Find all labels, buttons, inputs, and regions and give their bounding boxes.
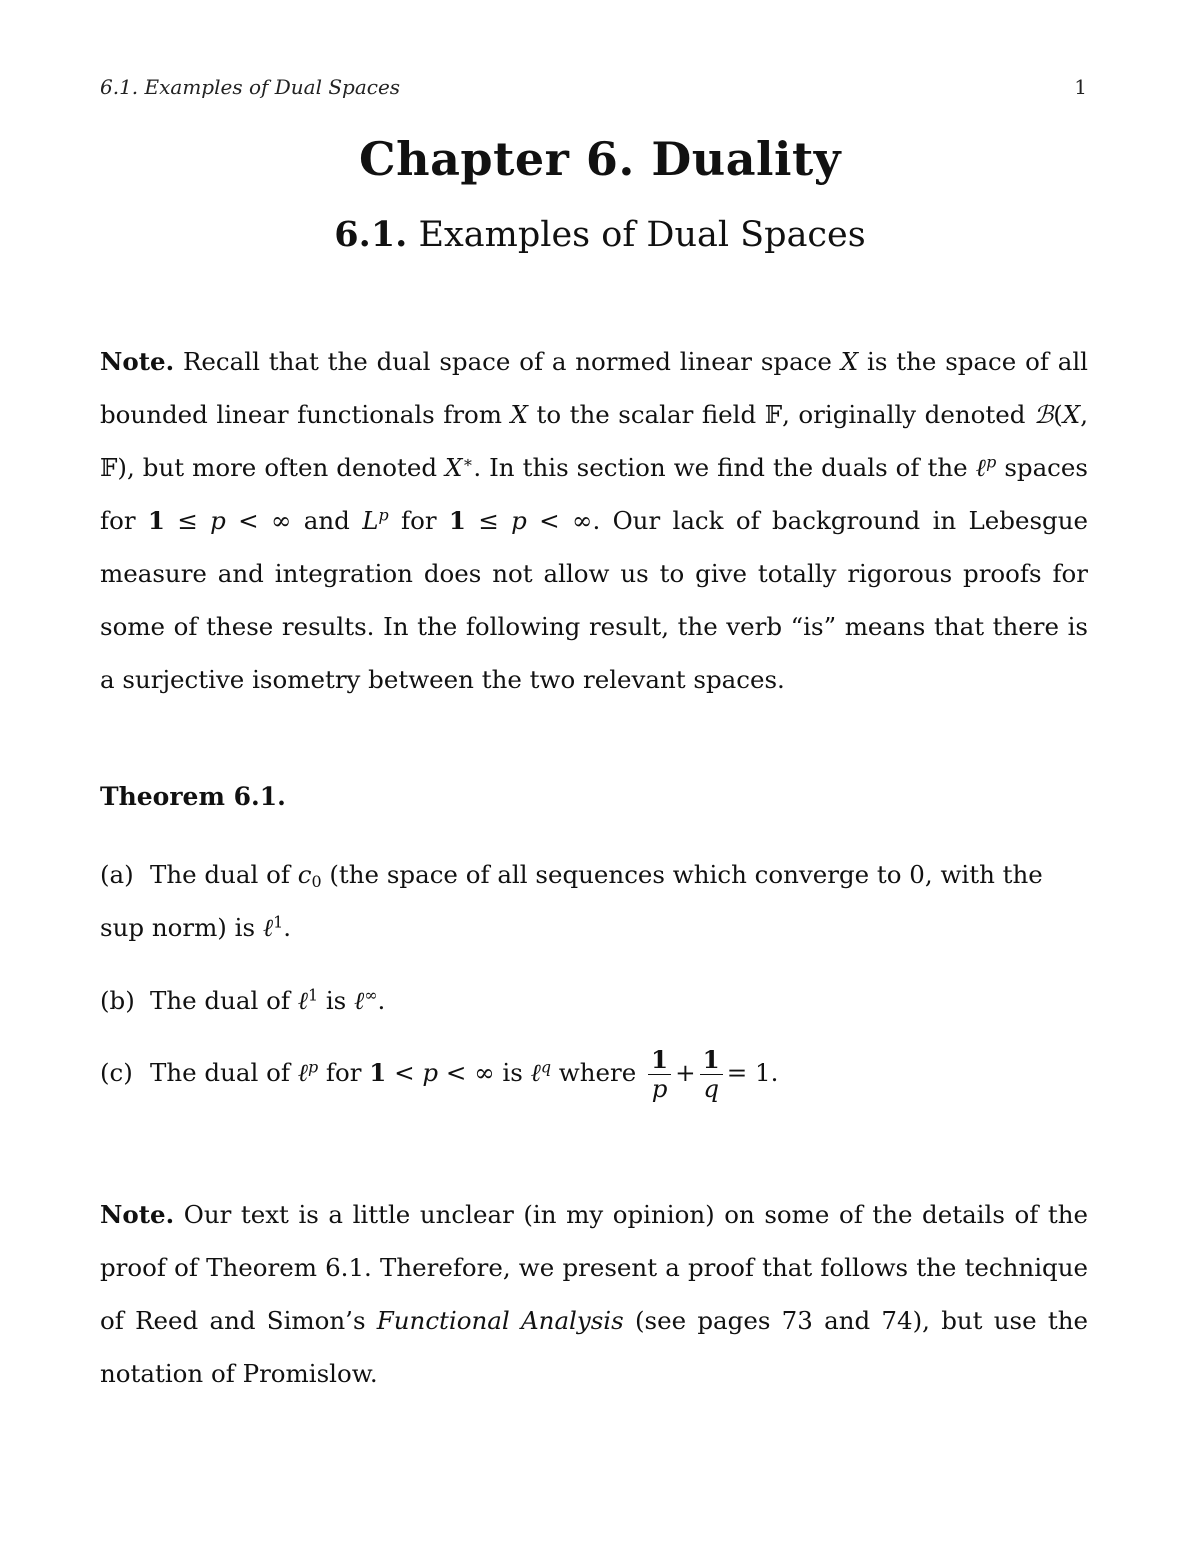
theorem-item-c [100,1043,1088,1103]
math: 1 ≤ p < ∞ [147,506,292,535]
math: ℬ(X, 𝔽) [100,400,1088,482]
text: is the space of all bounded linear functionals from [100,347,1089,429]
chapter-title: Chapter 6. Duality [359,132,841,186]
math: $c_0$ [297,860,322,891]
math: X [510,400,528,429]
book-title: Functional Analysis [376,1306,624,1335]
text: and [291,506,363,535]
math: 1 ≤ p < ∞ [448,506,593,535]
math: $L^p$ [362,505,389,535]
note-proof-paragraph [100,1188,1088,1400]
text: (the space of all sequences which converge to 0, with the sup norm) is [100,860,1043,942]
text: to the scalar field [527,400,765,429]
item-label: (a) [100,860,134,889]
math: ℓ$^p$ [297,1057,319,1087]
text: . Our lack of background in Lebesgue measure and integration does not allow us to give totally rigorous proofs for some of these results. In the following result, the verb “is” means that there is a surjective isometry between the two relevant spaces. [100,506,1089,694]
section-title [0,214,1200,255]
section-number: 6.1. [334,214,408,255]
text: but more often denoted [142,453,446,482]
text: The dual of [150,1058,298,1087]
math: 𝔽 [764,400,783,429]
text: is [494,1058,531,1087]
text: spaces for [100,453,1088,535]
text: . In this section we find the duals of the [473,453,976,482]
math: X [840,347,859,376]
note-label: Note. [100,1200,175,1229]
fraction-equation: $\frac{1}{p}$ + $\frac{1}{q}$ = 1. [644,1058,778,1087]
math: ℓ$^q$ [530,1057,551,1087]
running-header: 6.1. Examples of Dual Spaces [100,75,401,99]
theorem-item-b: (b) The dual of ℓ$^1$ is ℓ∞. [100,974,1088,1027]
math: ℓ$^1$ [262,912,284,942]
text: is [318,986,355,1015]
math: ℓ∞ [354,985,378,1015]
text: Our text is a little unclear (in my opinion) on some of the details of the proof of Theorem 6.1. Therefore, we present a proof that follows the technique of Reed and Simon’s [100,1200,1088,1335]
theorem-item-a: (a) The dual of $c_0$ (the space of all sequences which converge to 0, with the sup norm) is ℓ$^1$. [100,848,1088,954]
text: where [551,1058,645,1087]
text: , originally denoted [782,400,1034,429]
math: ℓ$^1$ [297,985,319,1015]
text: Recall that the dual space of a normed linear space [174,347,841,376]
text: (see pages 73 and 74), but use the notation of Promislow. [100,1306,1088,1388]
theorem-heading: Theorem 6.1. [100,782,286,811]
text: The dual of [150,860,298,889]
note-recall-paragraph: Note. Recall that the dual space of a normed linear space X is the space of all bounded linear functionals from X to the scalar field 𝔽, originally denoted ℬ(X, 𝔽), but more often denoted X∗. In this section we find the duals of the ℓ$^p$ spaces for 1 ≤ p < ∞ and $L^p$ for 1 ≤ p < ∞. Our lack of background in Lebesgue measure and integration does not allow us to give totally rigorous proofs for some of these results. In the following result, the verb “is” means that there is a surjective isometry between the two relevant spaces. [100,347,1089,694]
math: X∗ [445,452,474,482]
text: for [388,506,449,535]
math: 1 < p < ∞ [369,1058,495,1087]
note-label: Note. [100,347,175,376]
section-name: Examples of Dual Spaces [418,215,866,255]
math: ℓ$^p$ [975,452,997,482]
item-label: (c) [100,1058,133,1087]
page-number: 1 [1074,75,1087,99]
text: The dual of [150,986,298,1015]
item-label: (b) [100,986,135,1015]
text: for [318,1058,370,1087]
